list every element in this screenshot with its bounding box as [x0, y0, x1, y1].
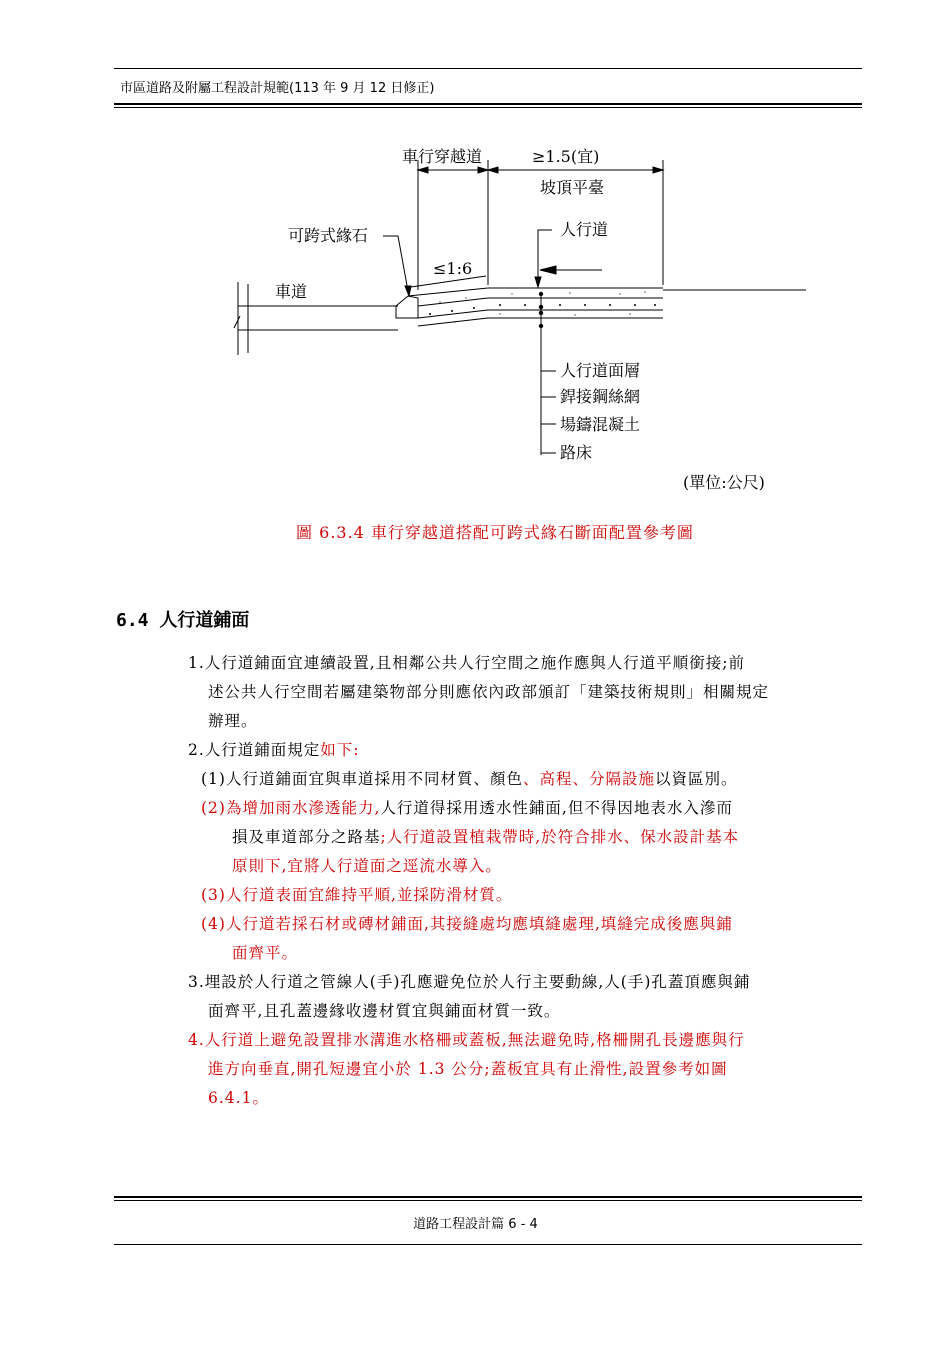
- label-dimension: ≥1.5(宜): [532, 147, 600, 166]
- sub-item-2-line-3: 原則下,宜將人行道面之逕流水導入。: [232, 857, 502, 875]
- label-layer-concrete: 場鑄混凝土: [560, 415, 641, 434]
- sub-item-3: (3)人行道表面宜維持平順,並採防滑材質。: [201, 886, 513, 904]
- section-heading: [116, 606, 249, 632]
- sub-item-1-a: (1)人行道鋪面宜與車道採用不同材質、顏色: [201, 770, 523, 788]
- sub-item-4-line-1: (4)人行道若採石材或磚材鋪面,其接縫處均應填縫處理,填縫完成後應與鋪: [201, 915, 733, 933]
- item-3-line-2: 面齊平,且孔蓋邊緣收邊材質宜與鋪面材質一致。: [208, 1002, 561, 1020]
- cross-section-figure: [0, 0, 951, 510]
- item-4-line-3: 6.4.1。: [208, 1089, 269, 1107]
- item-1-line-3: 辦理。: [208, 712, 258, 730]
- sub-item-1-b: 、高程、分隔設施: [522, 770, 655, 788]
- item-2-text: 2.人行道鋪面規定: [188, 741, 321, 759]
- item-3-line-1: 3.埋設於人行道之管線人(手)孔應避免位於人行主要動線,人(手)孔蓋頂應與鋪: [188, 973, 751, 991]
- sub-item-2-line-2: [232, 825, 739, 847]
- sub-item-2-d: ;人行道設置植栽帶時,於符合排水、保水設計基本: [380, 828, 740, 846]
- sub-item-1-c: 以資區別。: [654, 770, 738, 788]
- footer-rule-bottom: [114, 1244, 862, 1245]
- label-layer-mesh: 銲接鋼絲網: [560, 387, 641, 406]
- label-sidewalk: 人行道: [560, 220, 609, 239]
- label-unit: (單位:公尺): [683, 473, 765, 492]
- footer-rule-thick: [114, 1196, 862, 1198]
- label-curb: 可跨式緣石: [288, 226, 369, 245]
- sub-item-2-a: (2)為增加雨水滲透能力,: [201, 799, 381, 817]
- item-1-line-1: 1.人行道鋪面宜連續設置,且相鄰公共人行空間之施作應與人行道平順銜接;前: [188, 654, 745, 672]
- sub-item-2-b: 人行道得採用透水性鋪面,但不得因地表水入滲而: [380, 799, 733, 817]
- footer-rule-thin: [114, 1200, 862, 1201]
- section-number: 6.4: [116, 610, 149, 631]
- sub-item-2-line-1: [201, 796, 733, 818]
- sub-item-4-line-2: 面齊平。: [232, 944, 299, 962]
- sub-item-2-c: 損及車道部分之路基: [232, 828, 381, 846]
- item-4-line-1: 4.人行道上避免設置排水溝進水格柵或蓋板,無法避免時,格柵開孔長邊應與行: [188, 1031, 745, 1049]
- item-4-line-2: 進方向垂直,開孔短邊宜小於 1.3 公分;蓋板宜具有止滑性,設置參考如圖: [208, 1060, 728, 1078]
- sub-item-1: [201, 767, 738, 789]
- figure-caption: 圖 6.3.4 車行穿越道搭配可跨式緣石斷面配置參考圖: [296, 523, 694, 542]
- label-carriageway: 車道: [275, 282, 308, 301]
- label-layer-surface: 人行道面層: [560, 361, 641, 380]
- item-1-line-2: 述公共人行空間若屬建築物部分則應依內政部頒訂「建築技術規則」相關規定: [208, 683, 770, 701]
- label-layer-subgrade: 路床: [560, 443, 593, 462]
- item-2-revised: 如下:: [320, 741, 360, 759]
- label-slope: ≤1:6: [433, 259, 473, 278]
- label-crossing: 車行穿越道: [402, 147, 483, 166]
- page-footer: 道路工程設計篇 6 - 4: [413, 1217, 538, 1232]
- section-title: 人行道鋪面: [159, 610, 250, 631]
- item-2: [188, 738, 360, 760]
- label-platform: 坡頂平臺: [540, 178, 605, 197]
- page-header-title: 市區道路及附屬工程設計規範(113 年 9 月 12 日修正): [120, 81, 435, 96]
